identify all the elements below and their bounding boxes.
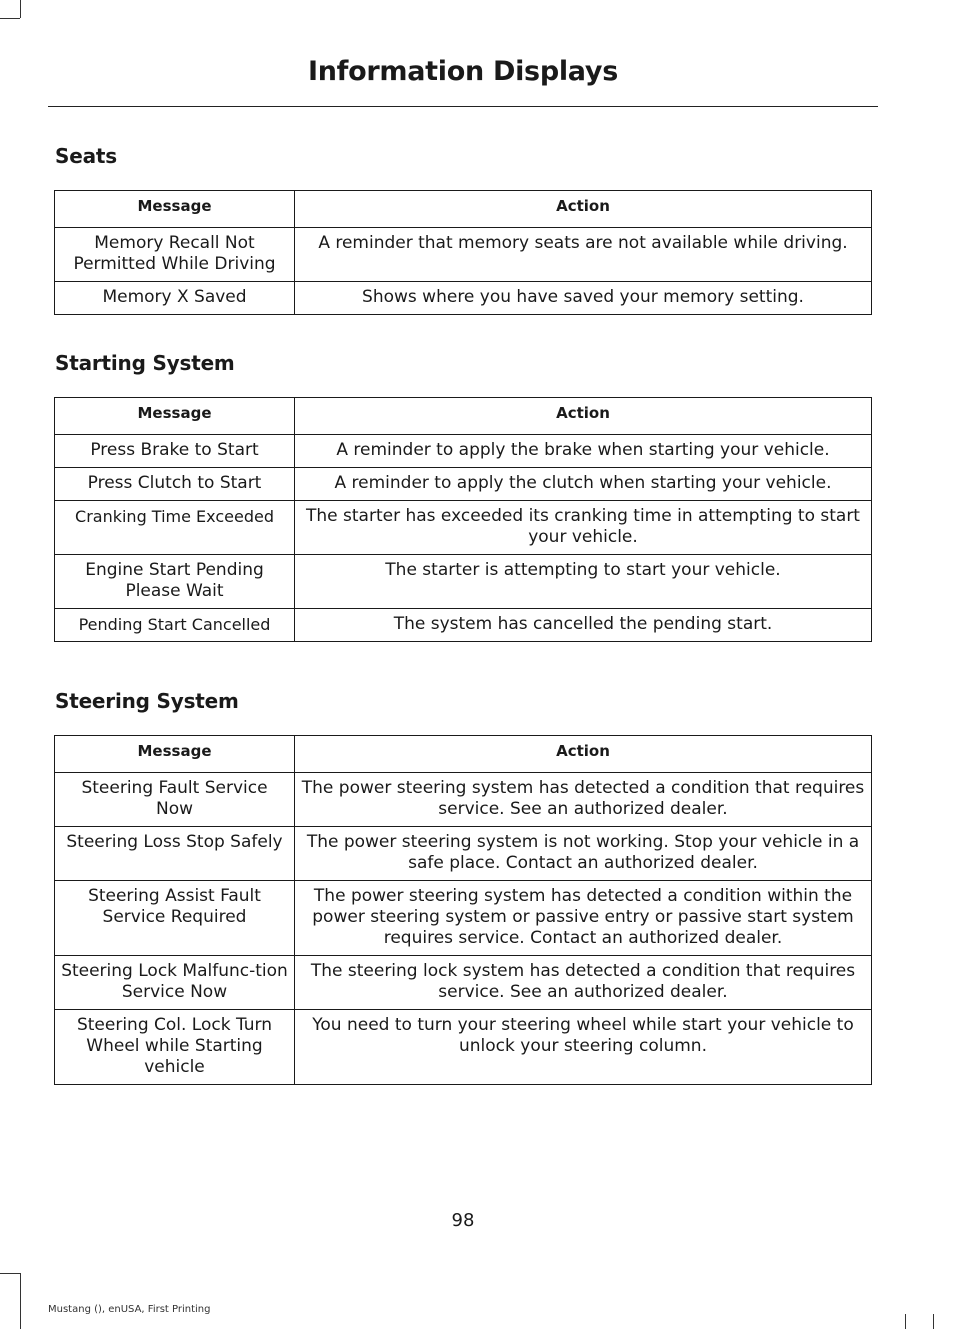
crop-mark-top-left-h [0,18,20,19]
message-cell: Steering Lock Malfunc-tion Service Now [55,956,295,1010]
column-header-message: Message [55,736,295,773]
message-cell: Press Brake to Start [55,435,295,468]
section-title-steering-system: Steering System [55,689,239,713]
table-row [55,881,872,956]
action-cell: The power steering system is not working. Stop your vehicle in a safe place. Contact an authorized dealer. [295,827,872,881]
message-cell: Cranking Time Exceeded [55,501,295,555]
table-header-row [55,191,872,228]
action-cell: The steering lock system has detected a condition that requires service. See an authorized dealer. [295,956,872,1010]
crop-mark-bottom-left-v [20,1273,21,1329]
crop-mark-bottom-right-v2 [933,1314,934,1329]
message-cell: Steering Loss Stop Safely [55,827,295,881]
table-row [55,609,872,642]
table-row [55,827,872,881]
table-row [55,435,872,468]
action-cell: The power steering system has detected a condition within the power steering system or passive entry or passive start system requires service. Contact an authorized dealer. [295,881,872,956]
crop-mark-bottom-right-v1 [905,1314,906,1329]
action-cell: A reminder to apply the clutch when starting your vehicle. [295,468,872,501]
message-cell: Steering Assist Fault Service Required [55,881,295,956]
action-cell: A reminder to apply the brake when starting your vehicle. [295,435,872,468]
message-cell: Engine Start Pending Please Wait [55,555,295,609]
column-header-action: Action [295,398,872,435]
table-row [55,468,872,501]
table-row [55,501,872,555]
starting-system-table [54,397,872,642]
section-title-starting-system: Starting System [55,351,235,375]
action-cell: The power steering system has detected a condition that requires service. See an authorized dealer. [295,773,872,827]
column-header-message: Message [55,191,295,228]
action-cell: The system has cancelled the pending start. [295,609,872,642]
message-cell: Press Clutch to Start [55,468,295,501]
page-number: 98 [451,1210,475,1231]
column-header-action: Action [295,736,872,773]
table-header-row [55,398,872,435]
column-header-action: Action [295,191,872,228]
action-cell: Shows where you have saved your memory setting. [295,282,872,315]
action-cell: A reminder that memory seats are not available while driving. [295,228,872,282]
message-cell: Memory X Saved [55,282,295,315]
action-cell: You need to turn your steering wheel while start your vehicle to unlock your steering column. [295,1010,872,1085]
crop-mark-top-left-v [20,0,21,18]
page-title: Information Displays [308,56,618,87]
action-cell: The starter has exceeded its cranking time in attempting to start your vehicle. [295,501,872,555]
message-cell: Steering Col. Lock Turn Wheel while Starting vehicle [55,1010,295,1085]
message-cell: Memory Recall Not Permitted While Driving [55,228,295,282]
crop-mark-bottom-left-h [0,1273,20,1274]
table-row [55,228,872,282]
print-footer: Mustang (), enUSA, First Printing [48,1304,211,1315]
table-row [55,1010,872,1085]
table-row [55,773,872,827]
message-cell: Pending Start Cancelled [55,609,295,642]
column-header-message: Message [55,398,295,435]
table-header-row [55,736,872,773]
table-row [55,282,872,315]
seats-table [54,190,872,315]
table-row [55,956,872,1010]
steering-system-table [54,735,872,1085]
section-title-seats: Seats [55,144,117,168]
table-row [55,555,872,609]
action-cell: The starter is attempting to start your vehicle. [295,555,872,609]
title-divider [48,106,878,107]
message-cell: Steering Fault Service Now [55,773,295,827]
